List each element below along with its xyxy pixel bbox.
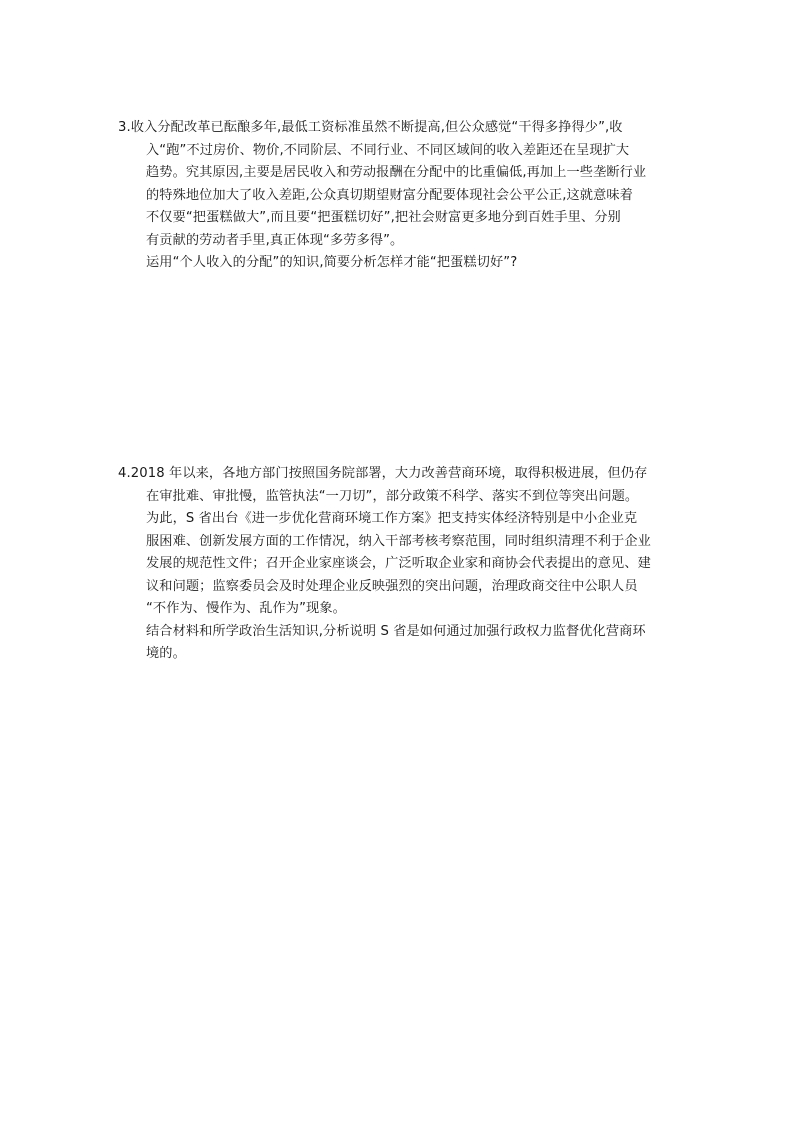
question-text: 收入分配改革已酝酿多年,最低工资标准虽然不断提高,但公众感觉“干得多挣得少”,收 — [130, 120, 623, 135]
question-line: 不仅要“把蛋糕做大”,而且要“把蛋糕切好”,把社会财富更多地分到百姓手里、分别 — [146, 210, 621, 225]
question-line: 服困难、创新发展方面的工作情况，纳入干部考核考察范围，同时组织清理不利于企业 — [146, 533, 651, 549]
question-text: 2018 年以来，各地方部门按照国务院部署，大力改善营商环境，取得积极进展，但仍存 — [130, 466, 648, 481]
question-line — [118, 463, 678, 486]
question-line: 有贡献的劳动者手里,真正体现“多劳多得”。 — [146, 232, 404, 248]
question-line: 议和问题；监察委员会及时处理企业反映强烈的突出问题，治理政商交往中公职人员 — [146, 578, 638, 594]
question-line — [118, 117, 678, 140]
question-line: 为此，S 省出台《进一步优化营商环境工作方案》把支持实体经济特别是中小企业克 — [146, 511, 638, 526]
question-line: “不作为、慢作为、乱作为”现象。 — [146, 601, 346, 616]
question-line: 入“跑”不过房价、物价,不同阶层、不同行业、不同区域间的收入差距还在呈现扩大 — [146, 142, 630, 158]
question-prompt: 境的。 — [146, 646, 186, 661]
question-line: 在审批难、审批慢，监管执法“一刀切”，部分政策不科学、落实不到位等突出问题。 — [146, 488, 639, 504]
question-4 — [118, 463, 678, 666]
question-number: 4. — [118, 466, 131, 481]
question-prompt: 运用“个人收入的分配”的知识,简要分析怎样才能“把蛋糕切好”? — [146, 255, 518, 270]
question-number: 3. — [118, 120, 131, 135]
question-line: 发展的规范性文件；召开企业家座谈会，广泛听取企业家和商协会代表提出的意见、建 — [146, 556, 651, 571]
question-prompt: 结合材料和所学政治生活知识,分析说明 S 省是如何通过加强行政权力监督优化营商环 — [146, 623, 646, 639]
question-3 — [118, 117, 678, 275]
question-line: 的特殊地位加大了收入差距,公众真切期望财富分配要体现社会公平公正,这就意味着 — [146, 187, 633, 203]
question-line: 趋势。究其原因,主要是居民收入和劳动报酬在分配中的比重偏低,再加上一些垄断行业 — [146, 165, 647, 180]
